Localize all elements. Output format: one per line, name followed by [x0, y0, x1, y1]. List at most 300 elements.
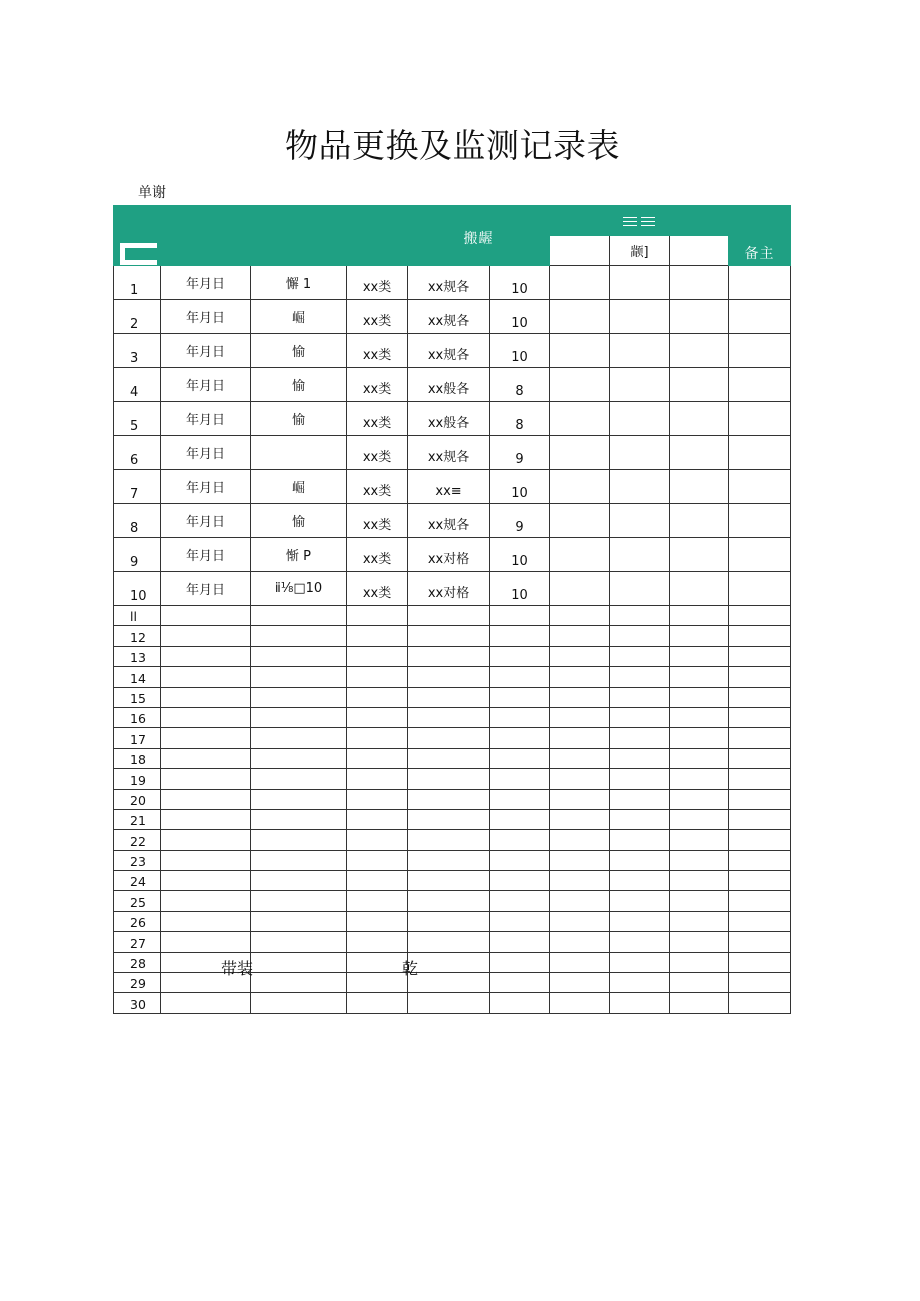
empty-cell — [490, 911, 550, 931]
table-row — [114, 266, 791, 300]
empty-cell — [347, 789, 408, 809]
empty-cell — [729, 911, 791, 931]
empty-cell — [490, 993, 550, 1013]
table-row — [114, 830, 791, 850]
empty-cell — [550, 789, 610, 809]
empty-cell — [490, 830, 550, 850]
cell-category: xx类 — [347, 334, 408, 368]
empty-cell — [251, 809, 347, 829]
empty-cell — [490, 646, 550, 666]
row-number: 15 — [114, 687, 161, 707]
empty-cell — [347, 850, 408, 870]
empty-cell — [550, 809, 610, 829]
empty-cell — [670, 687, 729, 707]
empty-cell — [408, 789, 490, 809]
header-remark-label: 备主 — [744, 246, 775, 262]
cell-date: 年月日 — [161, 470, 251, 504]
cell-category: xx类 — [347, 402, 408, 436]
empty-cell — [670, 368, 729, 402]
empty-cell — [729, 830, 791, 850]
empty-cell — [610, 538, 670, 572]
header-group-label: 搬龌 — [463, 230, 494, 247]
empty-cell — [670, 504, 729, 538]
empty-cell — [550, 769, 610, 789]
cell-item — [251, 436, 347, 470]
cell-qty: 8 — [490, 402, 550, 436]
empty-cell — [251, 728, 347, 748]
empty-cell — [550, 300, 610, 334]
empty-cell — [610, 470, 670, 504]
empty-cell — [408, 973, 490, 993]
empty-cell — [408, 809, 490, 829]
row-number: 17 — [114, 728, 161, 748]
cell-date: 年月日 — [161, 538, 251, 572]
cell-item: 愉 — [251, 368, 347, 402]
empty-cell — [610, 932, 670, 952]
row-number: 5 — [114, 402, 161, 436]
empty-cell — [550, 626, 610, 646]
empty-cell — [670, 436, 729, 470]
empty-cell — [729, 789, 791, 809]
row-number: 14 — [114, 667, 161, 687]
empty-cell — [550, 368, 610, 402]
empty-cell — [251, 646, 347, 666]
empty-cell — [347, 707, 408, 727]
empty-cell — [670, 952, 729, 972]
empty-cell — [251, 850, 347, 870]
cell-qty: 10 — [490, 470, 550, 504]
empty-cell — [251, 911, 347, 931]
empty-cell — [550, 667, 610, 687]
empty-cell — [670, 606, 729, 626]
empty-cell — [161, 789, 251, 809]
empty-cell — [670, 830, 729, 850]
empty-cell — [610, 891, 670, 911]
row-number: 26 — [114, 911, 161, 931]
empty-cell — [408, 667, 490, 687]
table-row — [114, 626, 791, 646]
cell-category: xx类 — [347, 504, 408, 538]
table-row — [114, 789, 791, 809]
empty-cell — [251, 789, 347, 809]
row-number: 13 — [114, 646, 161, 666]
logo-cell — [114, 206, 161, 266]
cell-item: 懈 1 — [251, 266, 347, 300]
empty-cell — [550, 687, 610, 707]
empty-cell — [161, 667, 251, 687]
cell-spec: xx对格 — [408, 572, 490, 606]
row-number: 3 — [114, 334, 161, 368]
logo-e-icon — [120, 225, 157, 265]
empty-cell — [408, 952, 490, 972]
cell-category: xx类 — [347, 368, 408, 402]
empty-cell — [490, 667, 550, 687]
empty-cell — [408, 748, 490, 768]
cell-category: xx类 — [347, 470, 408, 504]
empty-cell — [729, 952, 791, 972]
empty-cell — [610, 728, 670, 748]
empty-cell — [550, 504, 610, 538]
cell-date: 年月日 — [161, 334, 251, 368]
empty-cell — [610, 266, 670, 300]
empty-cell — [670, 850, 729, 870]
cell-date: 年月日 — [161, 402, 251, 436]
empty-cell — [347, 911, 408, 931]
empty-cell — [729, 891, 791, 911]
empty-cell — [161, 626, 251, 646]
row-number: 23 — [114, 850, 161, 870]
empty-cell — [408, 707, 490, 727]
empty-cell — [670, 470, 729, 504]
empty-cell — [490, 606, 550, 626]
empty-cell — [610, 572, 670, 606]
empty-cell — [161, 830, 251, 850]
empty-cell — [347, 606, 408, 626]
row-number: 24 — [114, 871, 161, 891]
row-number: 22 — [114, 830, 161, 850]
empty-cell — [729, 973, 791, 993]
empty-cell — [610, 504, 670, 538]
cell-item: 愉 — [251, 504, 347, 538]
empty-cell — [347, 646, 408, 666]
empty-cell — [408, 891, 490, 911]
empty-cell — [347, 871, 408, 891]
empty-cell — [550, 266, 610, 300]
empty-cell — [550, 470, 610, 504]
row-number: 4 — [114, 368, 161, 402]
header-sub-label: 颛] — [630, 245, 649, 260]
table-row — [114, 368, 791, 402]
table-row — [114, 606, 791, 626]
cell-date: 年月日 — [161, 436, 251, 470]
empty-cell — [550, 993, 610, 1013]
empty-cell — [670, 402, 729, 436]
empty-cell — [729, 646, 791, 666]
empty-cell — [729, 436, 791, 470]
unit-label: 单谢 — [138, 185, 166, 201]
empty-cell — [729, 626, 791, 646]
empty-cell — [251, 626, 347, 646]
empty-cell — [161, 707, 251, 727]
empty-cell — [161, 748, 251, 768]
empty-cell — [161, 993, 251, 1013]
header-sub-cell — [670, 236, 729, 266]
table-row — [114, 504, 791, 538]
empty-cell — [490, 809, 550, 829]
empty-cell — [729, 368, 791, 402]
empty-cell — [490, 973, 550, 993]
empty-cell — [610, 300, 670, 334]
empty-cell — [670, 748, 729, 768]
empty-cell — [251, 748, 347, 768]
empty-cell — [490, 789, 550, 809]
cell-qty: 9 — [490, 436, 550, 470]
row-number: 20 — [114, 789, 161, 809]
empty-cell — [729, 667, 791, 687]
cell-date: 年月日 — [161, 504, 251, 538]
empty-cell — [347, 891, 408, 911]
cell-qty: 10 — [490, 572, 550, 606]
cell-item: 崛 — [251, 470, 347, 504]
cell-spec: xx般各 — [408, 368, 490, 402]
cell-category: xx类 — [347, 266, 408, 300]
empty-cell — [729, 334, 791, 368]
empty-cell — [490, 707, 550, 727]
empty-cell — [347, 748, 408, 768]
cell-date: 年月日 — [161, 266, 251, 300]
empty-cell — [408, 769, 490, 789]
empty-cell — [729, 809, 791, 829]
empty-cell — [729, 266, 791, 300]
empty-cell — [610, 809, 670, 829]
empty-cell — [251, 687, 347, 707]
header-blank — [161, 206, 408, 266]
empty-cell — [729, 300, 791, 334]
table-row — [114, 436, 791, 470]
record-table — [113, 205, 791, 1014]
empty-cell — [550, 891, 610, 911]
row-number: 19 — [114, 769, 161, 789]
empty-cell — [161, 911, 251, 931]
empty-cell — [550, 911, 610, 931]
empty-cell — [550, 973, 610, 993]
empty-cell — [670, 973, 729, 993]
cell-item: 崛 — [251, 300, 347, 334]
empty-cell — [610, 606, 670, 626]
cell-qty: 10 — [490, 538, 550, 572]
empty-cell — [251, 952, 347, 972]
empty-cell — [550, 572, 610, 606]
empty-cell — [347, 973, 408, 993]
empty-cell — [729, 748, 791, 768]
row-number: 16 — [114, 707, 161, 727]
table-row — [114, 850, 791, 870]
empty-cell — [251, 871, 347, 891]
empty-cell — [347, 687, 408, 707]
empty-cell — [408, 728, 490, 748]
empty-cell — [490, 932, 550, 952]
row-number: 25 — [114, 891, 161, 911]
cell-category: xx类 — [347, 436, 408, 470]
empty-cell — [408, 850, 490, 870]
empty-cell — [490, 952, 550, 972]
empty-cell — [610, 368, 670, 402]
table-row — [114, 809, 791, 829]
empty-cell — [610, 830, 670, 850]
empty-cell — [251, 667, 347, 687]
empty-cell — [408, 993, 490, 1013]
empty-cell — [670, 572, 729, 606]
empty-cell — [161, 728, 251, 748]
table-row — [114, 993, 791, 1013]
cell-spec: xx规各 — [408, 504, 490, 538]
empty-cell — [408, 830, 490, 850]
row-number: 10 — [114, 572, 161, 606]
empty-cell — [670, 932, 729, 952]
empty-cell — [347, 809, 408, 829]
empty-cell — [251, 891, 347, 911]
row-number: 21 — [114, 809, 161, 829]
empty-cell — [550, 952, 610, 972]
table-row — [114, 871, 791, 891]
empty-cell — [670, 300, 729, 334]
cell-qty: 10 — [490, 300, 550, 334]
empty-cell — [550, 538, 610, 572]
table-row — [114, 470, 791, 504]
empty-cell — [408, 911, 490, 931]
cell-spec: xx规各 — [408, 266, 490, 300]
empty-cell — [610, 748, 670, 768]
table-row — [114, 707, 791, 727]
empty-cell — [161, 932, 251, 952]
table-row — [114, 973, 791, 993]
empty-cell — [408, 871, 490, 891]
empty-cell — [729, 470, 791, 504]
empty-cell — [670, 809, 729, 829]
empty-cell — [347, 830, 408, 850]
empty-cell — [251, 993, 347, 1013]
empty-cell — [670, 646, 729, 666]
header-sub-cell — [610, 236, 670, 266]
empty-cell — [729, 871, 791, 891]
cell-item: ⅱ⅛□10 — [251, 572, 347, 606]
empty-cell — [550, 748, 610, 768]
empty-cell — [670, 538, 729, 572]
cell-category: xx类 — [347, 538, 408, 572]
row-number: 7 — [114, 470, 161, 504]
empty-cell — [490, 871, 550, 891]
empty-cell — [347, 952, 408, 972]
empty-cell — [347, 667, 408, 687]
table-row — [114, 687, 791, 707]
empty-cell — [670, 891, 729, 911]
empty-cell — [670, 871, 729, 891]
empty-cell — [610, 911, 670, 931]
empty-cell — [610, 646, 670, 666]
row-number: 6 — [114, 436, 161, 470]
table-row — [114, 402, 791, 436]
empty-cell — [670, 728, 729, 748]
cell-date: 年月日 — [161, 300, 251, 334]
empty-cell — [550, 728, 610, 748]
cell-category: xx类 — [347, 572, 408, 606]
cell-spec: xx≡ — [408, 470, 490, 504]
empty-cell — [161, 769, 251, 789]
row-number: 12 — [114, 626, 161, 646]
empty-cell — [347, 769, 408, 789]
empty-cell — [729, 687, 791, 707]
empty-cell — [729, 606, 791, 626]
cell-qty: 10 — [490, 334, 550, 368]
empty-cell — [610, 952, 670, 972]
cell-spec: xx对格 — [408, 538, 490, 572]
empty-cell — [670, 769, 729, 789]
empty-cell — [610, 789, 670, 809]
empty-cell — [251, 707, 347, 727]
table-row — [114, 891, 791, 911]
empty-cell — [729, 707, 791, 727]
row-number: 27 — [114, 932, 161, 952]
empty-cell — [550, 402, 610, 436]
empty-cell — [490, 850, 550, 870]
empty-cell — [610, 626, 670, 646]
empty-cell — [729, 728, 791, 748]
empty-cell — [729, 538, 791, 572]
empty-cell — [610, 973, 670, 993]
header-sub-cell — [550, 236, 610, 266]
empty-cell — [490, 891, 550, 911]
cell-qty: 8 — [490, 368, 550, 402]
empty-cell — [408, 932, 490, 952]
menu-lines-icon — [623, 216, 637, 226]
empty-cell — [610, 334, 670, 368]
menu-lines-icon — [641, 216, 655, 226]
empty-cell — [610, 769, 670, 789]
empty-cell — [161, 891, 251, 911]
empty-cell — [729, 572, 791, 606]
empty-cell — [161, 850, 251, 870]
empty-cell — [729, 504, 791, 538]
row-number: 28 — [114, 952, 161, 972]
table-row — [114, 932, 791, 952]
empty-cell — [490, 748, 550, 768]
empty-cell — [729, 993, 791, 1013]
empty-cell — [251, 606, 347, 626]
table-row — [114, 769, 791, 789]
empty-cell — [490, 626, 550, 646]
header-check-group — [550, 206, 729, 236]
cell-date: 年月日 — [161, 368, 251, 402]
cell-spec: xx规各 — [408, 334, 490, 368]
empty-cell — [347, 932, 408, 952]
empty-cell — [490, 769, 550, 789]
empty-cell — [347, 993, 408, 1013]
empty-cell — [670, 993, 729, 1013]
table-row — [114, 538, 791, 572]
cell-qty: 10 — [490, 266, 550, 300]
cell-spec: xx般各 — [408, 402, 490, 436]
empty-cell — [670, 911, 729, 931]
footer-right-label: 乾 — [402, 959, 419, 978]
empty-cell — [161, 687, 251, 707]
empty-cell — [729, 850, 791, 870]
row-number: 2 — [114, 300, 161, 334]
empty-cell — [161, 646, 251, 666]
empty-cell — [670, 667, 729, 687]
empty-cell — [251, 769, 347, 789]
row-number: 9 — [114, 538, 161, 572]
empty-cell — [550, 606, 610, 626]
empty-cell — [550, 932, 610, 952]
empty-cell — [550, 436, 610, 470]
empty-cell — [490, 687, 550, 707]
empty-cell — [251, 973, 347, 993]
page-title: 物品更换及监测记录表 — [285, 126, 620, 165]
table-row — [114, 572, 791, 606]
empty-cell — [161, 871, 251, 891]
empty-cell — [610, 850, 670, 870]
cell-date: 年月日 — [161, 572, 251, 606]
empty-cell — [670, 334, 729, 368]
empty-cell — [550, 871, 610, 891]
row-number: 30 — [114, 993, 161, 1013]
cell-qty: 9 — [490, 504, 550, 538]
cell-item: 惭 P — [251, 538, 347, 572]
empty-cell — [161, 809, 251, 829]
cell-spec: xx规各 — [408, 300, 490, 334]
empty-cell — [610, 871, 670, 891]
empty-cell — [550, 646, 610, 666]
